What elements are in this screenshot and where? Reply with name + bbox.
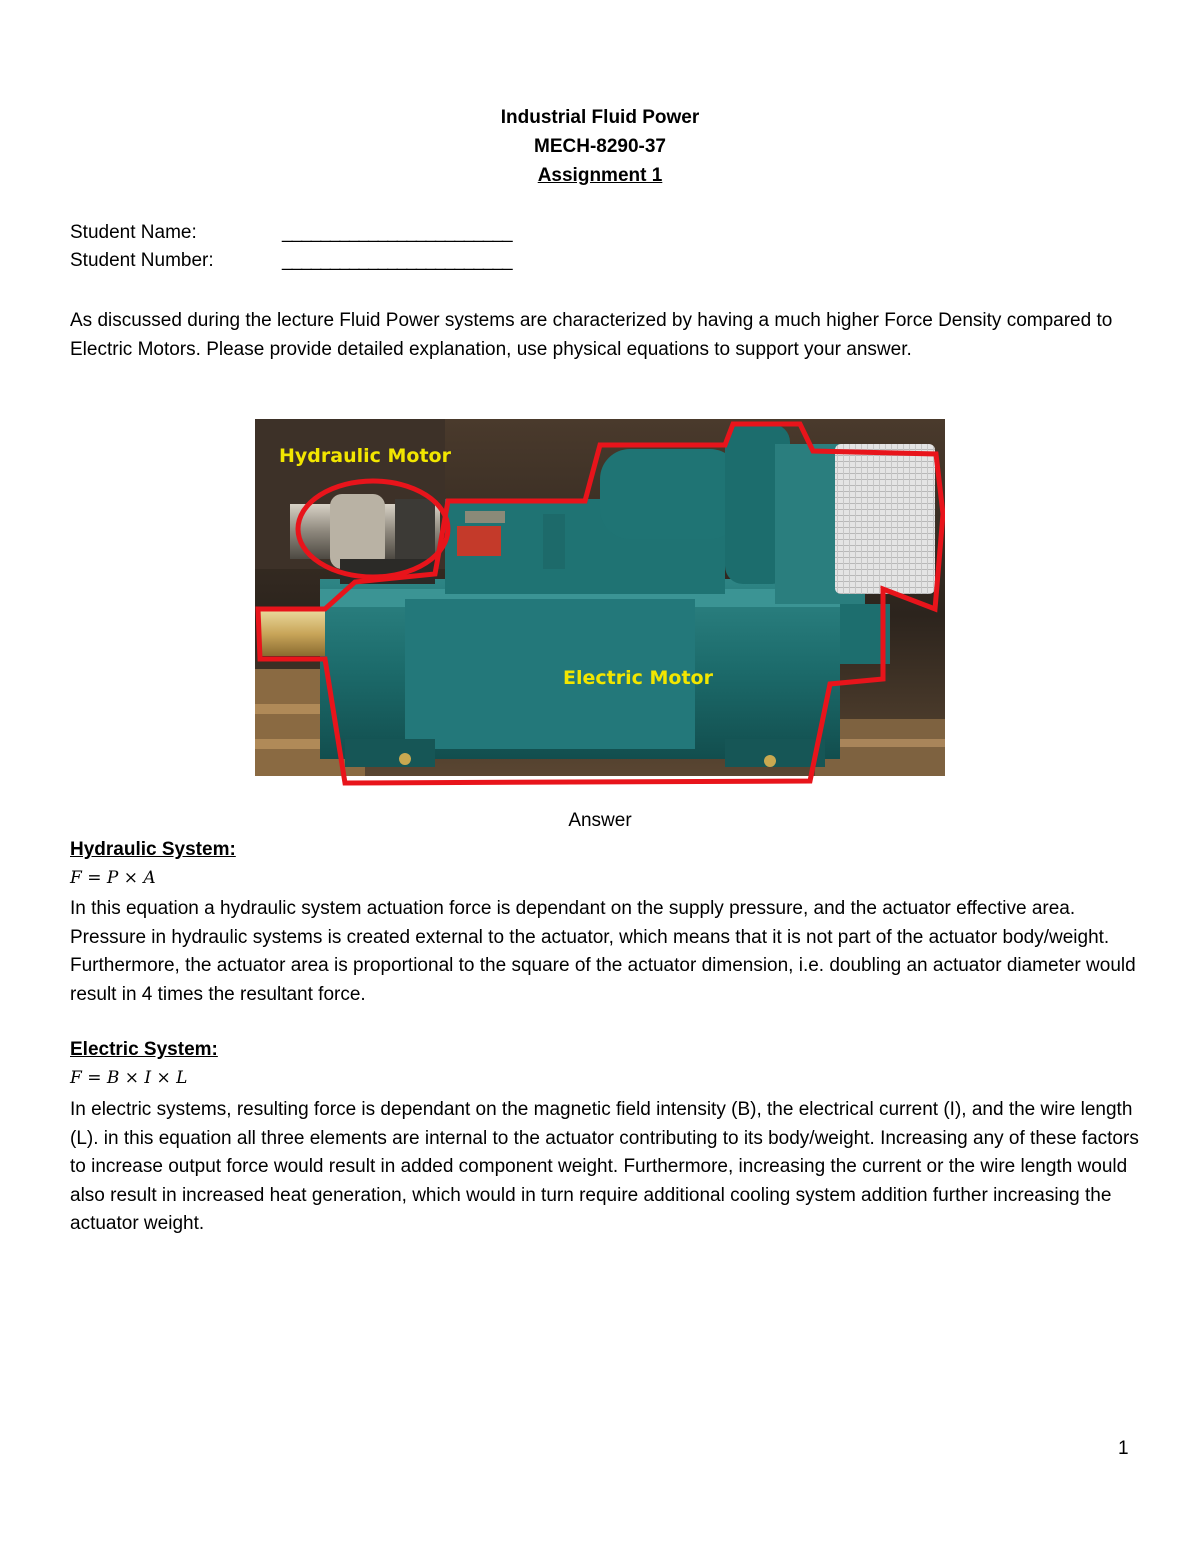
hydraulic-explanation: In this equation a hydraulic system actuation force is dependant on the supply pressure, and the actuator effective area. Pressure in hydraulic systems is created external to the actuator, which means that it is not part of the actuator body/weight. Furthermore, the actuator area is proportional to the square of the actuator dimension, i.e. doubling an actuator diameter would result in 4 times the resultant force.: [70, 898, 1136, 1005]
course-title: Industrial Fluid Power: [500, 107, 700, 128]
student-name-label: Student Name:: [70, 222, 197, 243]
hydraulic-motor-label: Hydraulic Motor: [279, 445, 451, 467]
electric-equation: F = B × I × L: [70, 1068, 188, 1088]
student-name-blank: ________________________: [282, 222, 512, 243]
student-number-label: Student Number:: [70, 250, 214, 271]
page-number: 1: [1118, 1438, 1129, 1459]
motor-photo: [255, 419, 945, 791]
answer-caption: Answer: [568, 810, 632, 831]
question-text: As discussed during the lecture Fluid Power systems are characterized by having a much higher Force Density compared to Electric Motors. Please provide detailed explanation, use physical equations to support your answer.: [70, 310, 1113, 360]
student-number-blank: ________________________: [282, 250, 512, 271]
electric-motor-label: Electric Motor: [563, 667, 713, 689]
hydraulic-equation: F = P × A: [70, 868, 156, 888]
assignment-title: Assignment 1: [537, 165, 663, 186]
electric-explanation: In electric systems, resulting force is dependant on the magnetic field intensity (B), the electrical current (I), and the wire length (L). in this equation all three elements are internal to the actuator contributing to its body/weight. Increasing any of these factors to increase output force would result in added component weight. Furthermore, increasing the current or the wire length would also result in increased heat generation, which would in turn require additional cooling system addition further increasing the actuator weight.: [70, 1099, 1139, 1235]
electric-section-heading: Electric System:: [70, 1039, 218, 1060]
course-code: MECH-8290-37: [534, 136, 666, 157]
hydraulic-section-heading: Hydraulic System:: [70, 839, 236, 860]
